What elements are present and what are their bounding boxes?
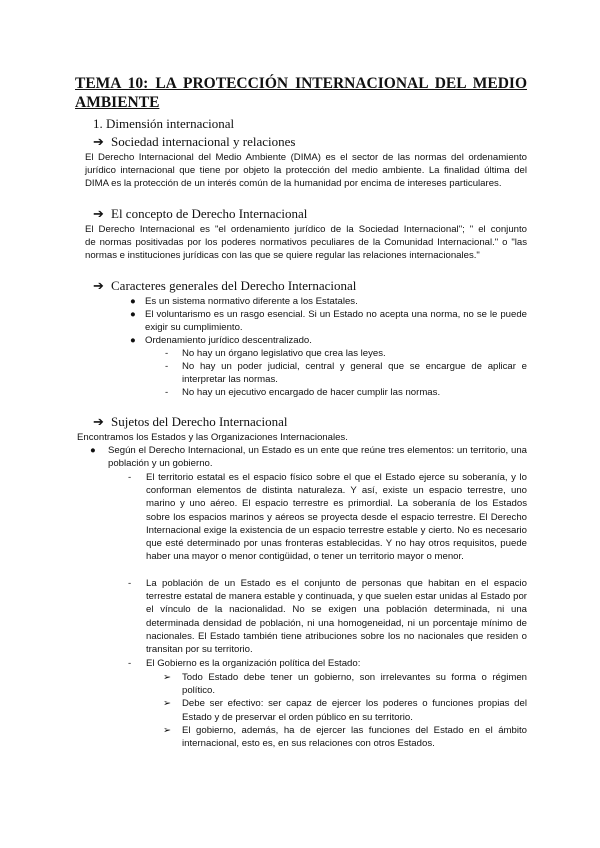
paragraph-concepto: El Derecho Internacional es "el ordenamiento jurídico de la Sociedad Internacional"; " el conjunto de normas positivadas por los poderes normativos peculiares de la Comunidad Internacional." o "las normas e instituciones jurídicas con las que se quiere regular las relaciones internacionales." bbox=[85, 224, 527, 262]
list-item: ➢ Debe ser efectivo: ser capaz de ejercer los poderes o funciones propias del Estado y de preservar el orden público en su territorio. bbox=[163, 698, 527, 723]
bullet-icon: ● bbox=[90, 445, 96, 456]
subsection-heading-sociedad: ➔ Sociedad internacional y relaciones bbox=[93, 134, 296, 149]
caracteres-list bbox=[130, 295, 527, 347]
list-item: ● Es un sistema normativo diferente a los Estatales. bbox=[130, 296, 358, 307]
bullet-icon: ● bbox=[130, 309, 136, 320]
arrow-icon: ➔ bbox=[93, 206, 104, 221]
list-item: ➢ Todo Estado debe tener un gobierno, son irrelevantes su forma o régimen político. bbox=[163, 672, 527, 697]
arrowhead-icon: ➢ bbox=[163, 672, 172, 683]
bullet-icon: ● bbox=[130, 335, 136, 346]
dash-marker: - bbox=[128, 472, 132, 483]
dash-marker: - bbox=[128, 578, 132, 589]
poblacion-item: - La población de un Estado es el conjunto de personas que habitan en el espacio terrestre estatal de manera estable y continuada, y que suelen estar unidas al Estado por el vínculo de la nacionalidad. No se exigen una población determinada, ni una determinada densidad de población, ni una homogeneidad, ni un porcentaje mínimo de nacionales. El Estado también tiene atribuciones sobre los no nacionales que residen o transitan por su territorio. bbox=[128, 578, 527, 656]
descentralizado-list bbox=[165, 347, 527, 399]
arrow-icon: ➔ bbox=[93, 134, 104, 149]
list-item: ➢ El gobierno, además, ha de ejercer las funciones del Estado en el ámbito internacional, esto es, en sus relaciones con otros Estados. bbox=[163, 724, 527, 750]
dash-marker: - bbox=[165, 387, 169, 398]
gobierno-list bbox=[163, 671, 527, 750]
gobierno-item: - El Gobierno es la organización política del Estado: bbox=[128, 658, 361, 669]
arrowhead-icon: ➢ bbox=[163, 698, 172, 710]
territorio-item: - El territorio estatal es el espacio físico sobre el que el Estado ejerce su soberanía, y lo conforman elementos de distinta naturaleza. Y así, existe un espacio terrestre, uno marino y uno aéreo. El espacio terrestre es primordial. La soberanía de los Estados sobre los espacios marinos y aéreos se proyecta desde el espacio terrestre. El Derecho Internacional exige la existencia de un espacio terrestre estable y cierto. No es necesario que esté determinado por unas fronteras establecidas. Y no hay otros requisitos, puede haber una mayor o menor contigüidad, o tener un territorio mayor o menor. bbox=[128, 472, 527, 563]
dash-marker: - bbox=[165, 348, 169, 359]
subsection-heading-concepto: ➔ El concepto de Derecho Internacional bbox=[93, 206, 308, 221]
list-item: - No hay un poder judicial, central y general que se encargue de aplicar e interpretar las normas. bbox=[165, 361, 527, 385]
section-heading: 1. Dimensión internacional bbox=[93, 116, 235, 131]
subsection-heading-sujetos: ➔ Sujetos del Derecho Internacional bbox=[93, 414, 288, 429]
bullet-icon: ● bbox=[130, 296, 136, 307]
dash-marker: - bbox=[165, 361, 169, 372]
paragraph-dima: El Derecho Internacional del Medio Ambiente (DIMA) es el sector de las normas del ordenamiento jurídico internacional que tiene por objeto la protección del medio ambiente. La finalidad última del DIMA es la protección de un interés común de la humanidad por encima de intereses particulares. bbox=[85, 152, 527, 190]
list-item: ● El voluntarismo es un rasgo esencial. Si un Estado no acepta una norma, no se le puede exigir su cumplimiento. bbox=[130, 309, 527, 333]
list-item: - No hay un órgano legislativo que crea las leyes. bbox=[165, 348, 386, 359]
arrow-icon: ➔ bbox=[93, 414, 104, 429]
document-title: TEMA 10: LA PROTECCIÓN INTERNACIONAL DEL MEDIO bbox=[75, 75, 527, 92]
list-item: ● Ordenamiento jurídico descentralizado. bbox=[130, 335, 312, 346]
arrowhead-icon: ➢ bbox=[163, 724, 172, 736]
document-title-continued: AMBIENTE bbox=[75, 94, 160, 111]
list-item: - No hay un ejecutivo encargado de hacer cumplir las normas. bbox=[165, 387, 441, 398]
sujetos-intro: Encontramos los Estados y las Organizaciones Internacionales. bbox=[77, 432, 348, 443]
dash-marker: - bbox=[128, 658, 132, 669]
estado-bullet: ● Según el Derecho Internacional, un Estado es un ente que reúne tres elementos: un territorio, una población y un gobierno. bbox=[90, 445, 527, 470]
subsection-heading-caracteres: ➔ Caracteres generales del Derecho Internacional bbox=[93, 278, 357, 293]
arrow-icon: ➔ bbox=[93, 278, 104, 293]
